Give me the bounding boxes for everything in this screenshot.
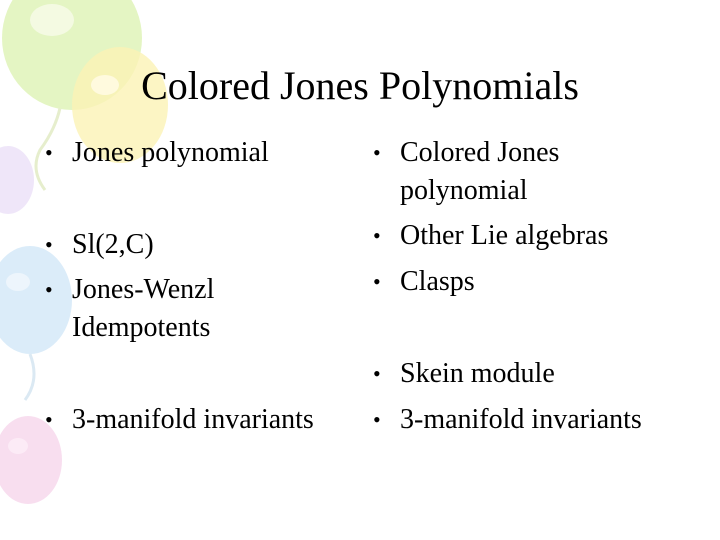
right-item-label: Colored Jones bbox=[400, 137, 560, 168]
right-item-clasps bbox=[373, 263, 475, 300]
bullet: • bbox=[373, 223, 381, 248]
bullet: • bbox=[373, 269, 381, 294]
balloon-blue bbox=[0, 246, 72, 400]
right-item-other-lie-algebras bbox=[373, 217, 609, 254]
bullet: • bbox=[45, 277, 53, 302]
right-item-label: Other Lie algebras bbox=[400, 220, 609, 251]
left-item-jones-polynomial bbox=[45, 134, 269, 171]
bullet: • bbox=[45, 140, 53, 165]
balloon-lilac bbox=[0, 146, 34, 214]
left-item-label: Sl(2,C) bbox=[72, 229, 154, 260]
left-item-label: Jones-Wenzl bbox=[72, 274, 215, 305]
bullet: • bbox=[45, 232, 53, 257]
bullet: • bbox=[45, 407, 53, 432]
left-item-sl2c bbox=[45, 226, 154, 263]
right-item-label: 3-manifold invariants bbox=[400, 404, 642, 435]
left-item-jones-wenzl bbox=[45, 271, 215, 308]
bullet: • bbox=[373, 407, 381, 432]
bullet: • bbox=[373, 140, 381, 165]
right-item-label: Skein module bbox=[400, 358, 555, 389]
left-item-label: Idempotents bbox=[72, 312, 211, 343]
left-item-label: 3-manifold invariants bbox=[72, 404, 314, 435]
right-item-colored-jones bbox=[373, 134, 560, 171]
left-item-label: Jones polynomial bbox=[72, 137, 269, 168]
left-item-idempotents bbox=[72, 309, 210, 346]
right-item-polynomial bbox=[400, 172, 528, 209]
left-item-3-manifold-invariants bbox=[45, 401, 314, 438]
right-item-label: Clasps bbox=[400, 266, 475, 297]
right-item-label: polynomial bbox=[400, 175, 528, 206]
right-item-skein-module bbox=[373, 355, 555, 392]
slide-title: Colored Jones Polynomials bbox=[141, 63, 579, 108]
bullet: • bbox=[373, 361, 381, 386]
right-item-3-manifold-invariants bbox=[373, 401, 642, 438]
